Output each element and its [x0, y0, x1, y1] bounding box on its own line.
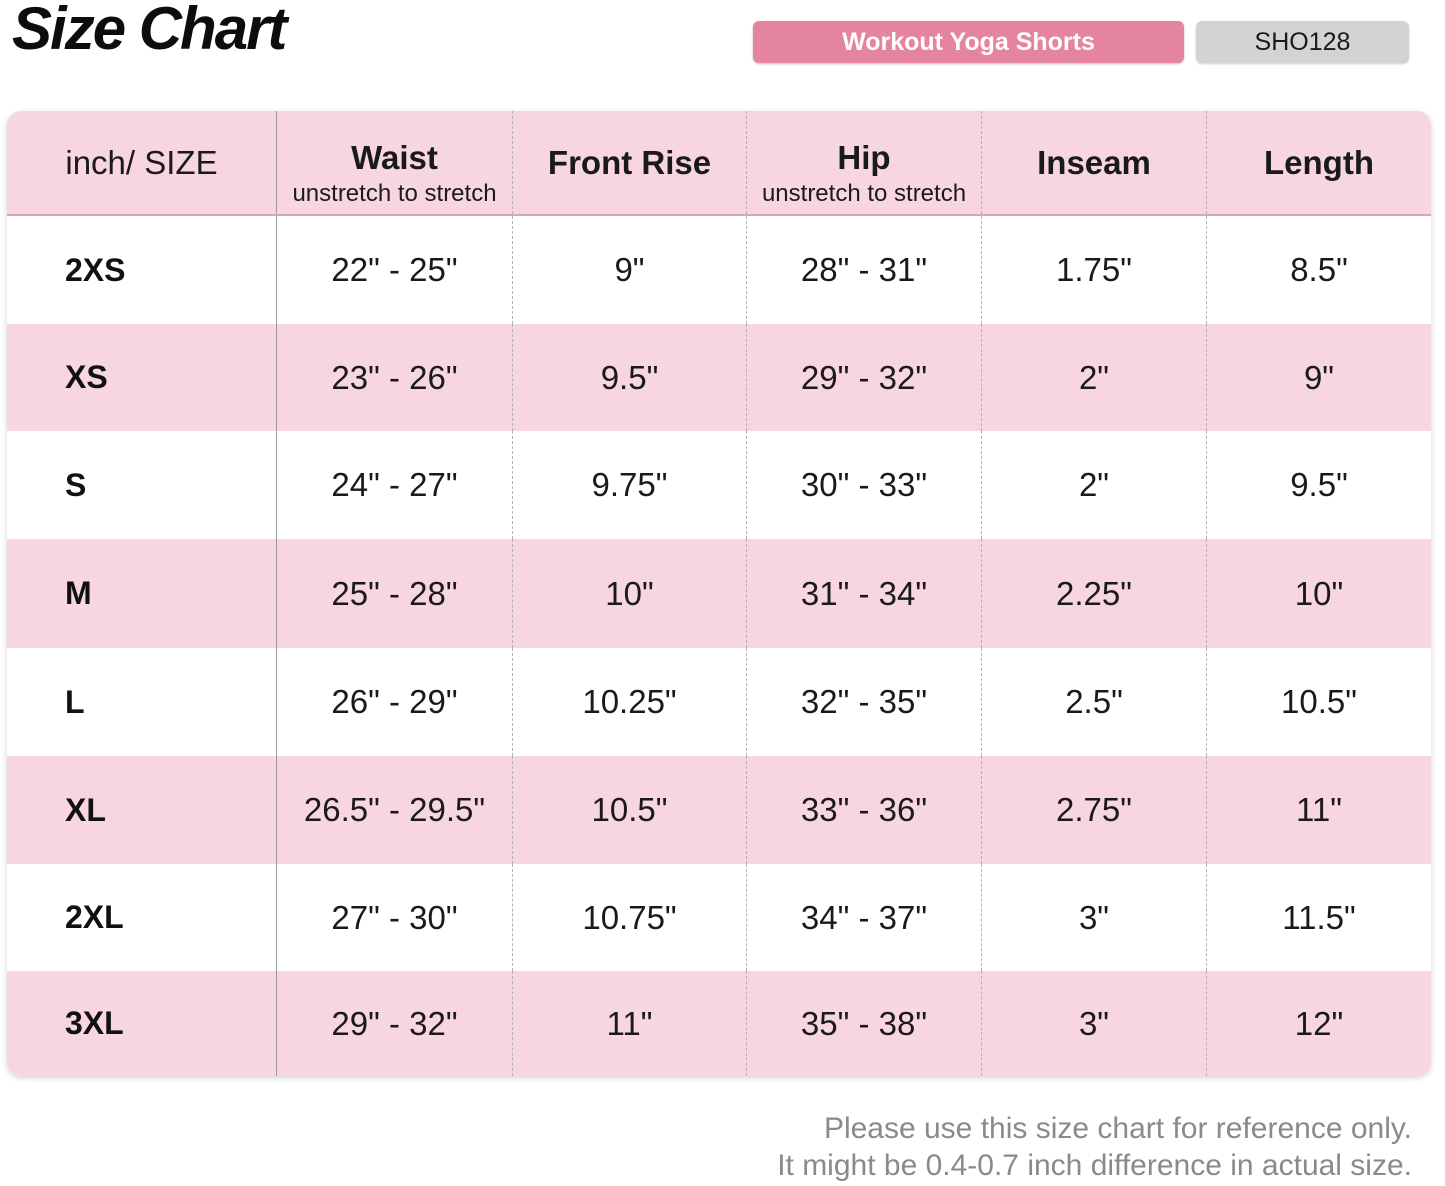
hip-value: 34" - 37" — [800, 898, 928, 936]
front-rise-value: 10.25" — [582, 683, 677, 720]
inseam-value: 2.75" — [1056, 791, 1132, 828]
header-front-rise-cell — [513, 111, 747, 214]
hip-value: 29" - 32" — [800, 358, 928, 396]
front-rise-value: 9" — [614, 251, 645, 288]
waist-value: 22" - 25" — [331, 251, 458, 288]
length-value: 10" — [1294, 574, 1344, 612]
header-waist-cell — [277, 111, 513, 214]
waist-value: 25" - 28" — [331, 574, 458, 612]
inseam-value: 2.5" — [1065, 683, 1123, 720]
inseam-value: 2.25" — [1056, 574, 1132, 612]
waist-value: 29" - 32" — [331, 1004, 458, 1042]
header-waist-label: Waist — [351, 138, 438, 176]
sku-badge: SHO128 — [1196, 21, 1409, 63]
table-row — [7, 431, 1431, 539]
header-inseam-cell — [982, 111, 1207, 214]
header-length-cell — [1207, 111, 1431, 214]
size-cell: S — [7, 431, 277, 539]
header-length-label: Length — [1264, 143, 1374, 181]
length-value: 8.5" — [1290, 251, 1348, 288]
waist-value: 26" - 29" — [331, 683, 458, 720]
inseam-value: 3" — [1078, 1004, 1110, 1042]
waist-value: 27" - 30" — [331, 898, 458, 936]
page-title: Size Chart — [12, 0, 286, 62]
header-inseam-label: Inseam — [1037, 143, 1151, 181]
product-name-badge: Workout Yoga Shorts — [753, 21, 1184, 63]
table-row — [7, 864, 1431, 971]
header-waist-sublabel: unstretch to stretch — [292, 179, 497, 207]
hip-value: 31" - 34" — [800, 574, 928, 612]
table-row — [7, 539, 1431, 648]
inseam-value: 1.75" — [1056, 251, 1132, 288]
footer-note-line-2: It might be 0.4-0.7 inch difference in actual size. — [777, 1149, 1412, 1182]
size-cell: 3XL — [7, 971, 277, 1076]
length-value: 12" — [1294, 1004, 1344, 1042]
size-cell: L — [7, 648, 277, 756]
waist-value: 23" - 26" — [331, 358, 458, 396]
header-size-label: inch/ SIZE — [65, 143, 218, 181]
hip-value: 35" - 38" — [800, 1004, 928, 1042]
table-header-row — [7, 111, 1431, 216]
length-value: 10.5" — [1281, 683, 1357, 720]
inseam-value: 3" — [1078, 898, 1110, 936]
front-rise-value: 10.5" — [591, 791, 668, 828]
header-hip-label: Hip — [837, 138, 891, 176]
inseam-value: 2" — [1078, 466, 1110, 503]
size-cell: XL — [7, 756, 277, 864]
header-hip-cell — [747, 111, 982, 214]
table-row — [7, 216, 1431, 324]
front-rise-value: 11" — [606, 1004, 653, 1042]
hip-value: 28" - 31" — [800, 251, 928, 288]
table-row — [7, 648, 1431, 756]
header-hip-sublabel: unstretch to stretch — [761, 179, 967, 207]
size-cell: 2XS — [7, 216, 277, 324]
header-size-cell — [7, 111, 277, 214]
hip-value: 32" - 35" — [800, 683, 928, 720]
length-value: 9" — [1303, 358, 1335, 396]
header-front-rise-label: Front Rise — [547, 143, 712, 181]
footer-note-line-1: Please use this size chart for reference only. — [823, 1112, 1412, 1145]
waist-value: 26.5" - 29.5" — [303, 791, 486, 828]
front-rise-value: 9.5" — [600, 358, 659, 396]
length-value: 11.5" — [1282, 898, 1356, 936]
size-table — [7, 111, 1431, 1076]
length-value: 9.5" — [1290, 466, 1348, 503]
hip-value: 33" - 36" — [800, 791, 928, 828]
hip-value: 30" - 33" — [800, 466, 928, 503]
front-rise-value: 9.75" — [591, 466, 668, 503]
table-row — [7, 324, 1431, 431]
size-cell: XS — [7, 324, 277, 431]
size-cell: 2XL — [7, 864, 277, 971]
table-row — [7, 756, 1431, 864]
waist-value: 24" - 27" — [331, 466, 458, 503]
front-rise-value: 10.75" — [582, 898, 677, 936]
size-cell: M — [7, 539, 277, 648]
front-rise-value: 10" — [605, 574, 654, 612]
table-row — [7, 971, 1431, 1076]
inseam-value: 2" — [1078, 358, 1110, 396]
length-value: 11" — [1296, 791, 1342, 828]
